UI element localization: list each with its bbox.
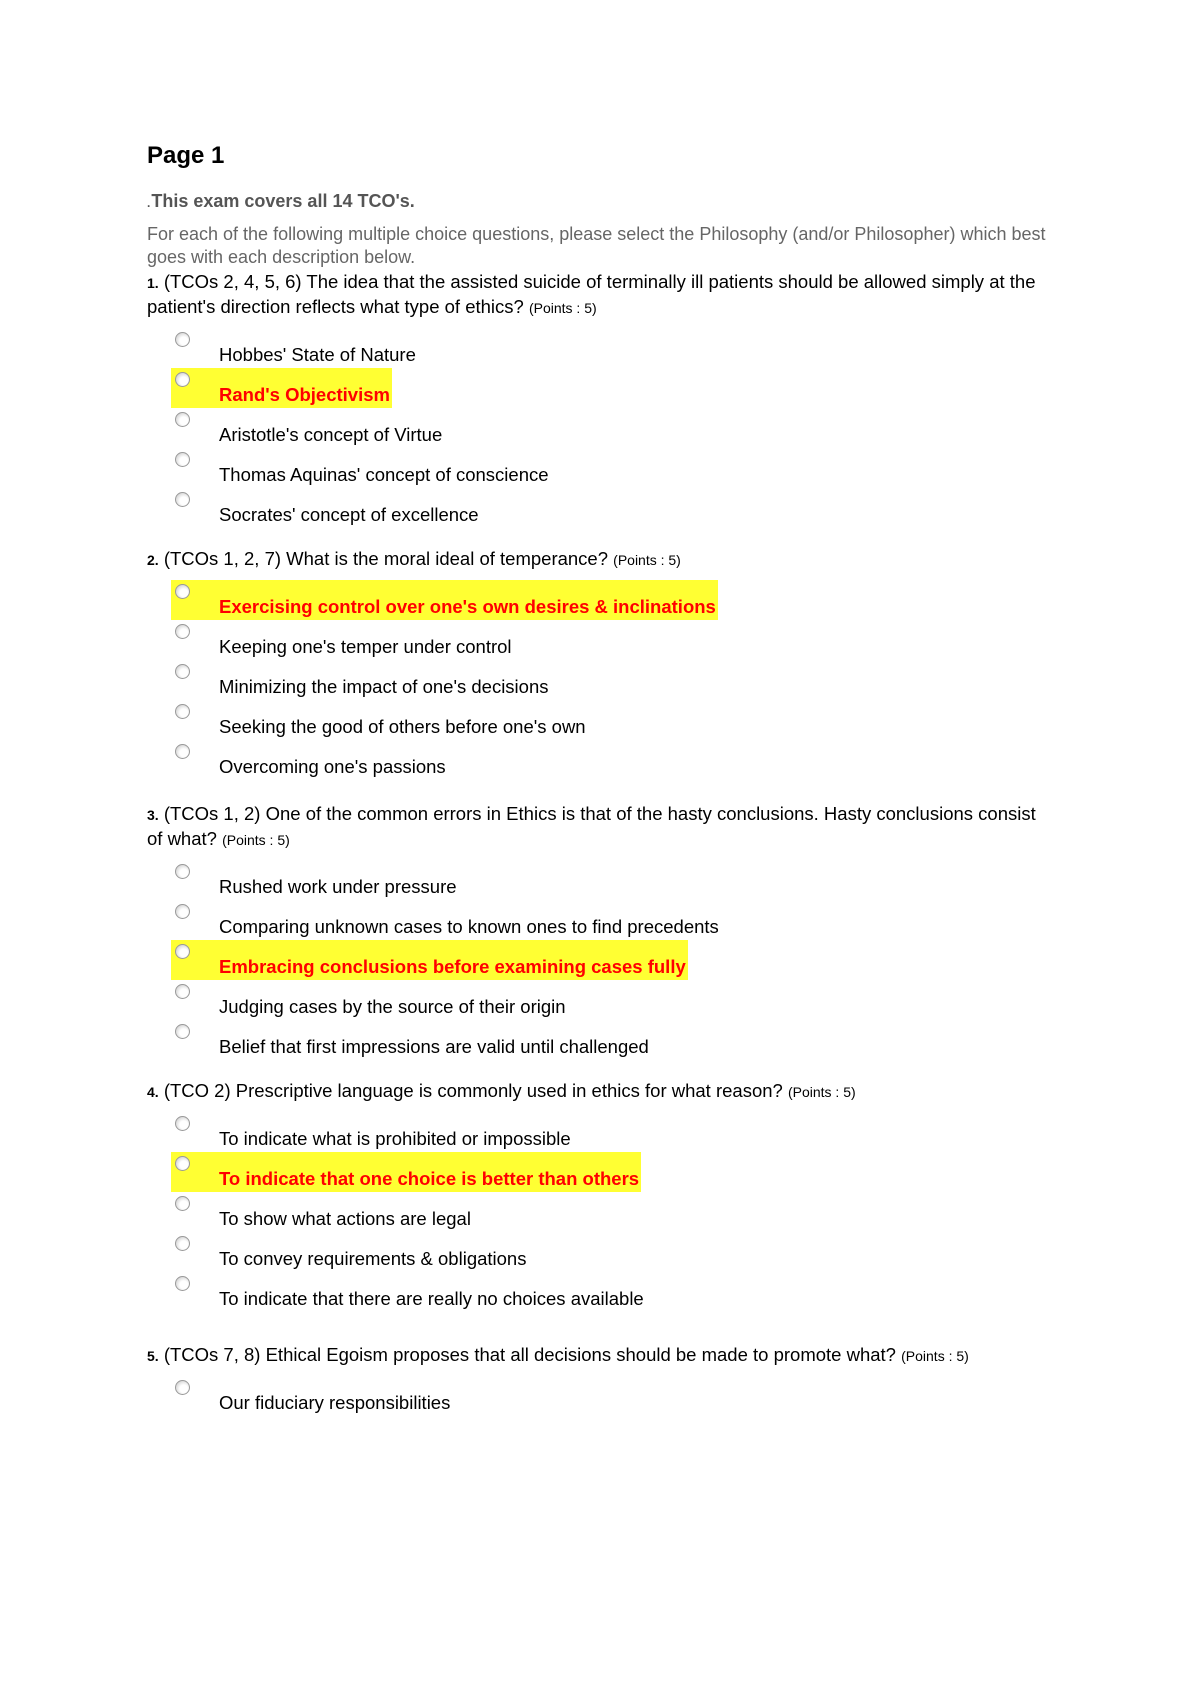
question-stem <box>147 1079 1047 1104</box>
radio-button[interactable] <box>175 492 190 507</box>
question-number: 2. <box>147 552 159 568</box>
answer-option[interactable] <box>147 492 1047 532</box>
radio-button[interactable] <box>175 744 190 759</box>
answer-option-label: To indicate what is prohibited or impossible <box>219 1128 571 1149</box>
answer-options <box>147 584 1047 784</box>
answer-option-label: Rand's Objectivism <box>219 384 390 405</box>
answer-option[interactable] <box>147 372 1047 412</box>
answer-option[interactable] <box>147 864 1047 904</box>
radio-button[interactable] <box>175 704 190 719</box>
answer-option-label: Our fiduciary responsibilities <box>219 1392 451 1413</box>
answer-option-label: Socrates' concept of excellence <box>219 504 479 525</box>
answer-option[interactable] <box>147 624 1047 664</box>
answer-option-label: Belief that first impressions are valid until challenged <box>219 1036 649 1057</box>
answer-option[interactable] <box>147 412 1047 452</box>
radio-button[interactable] <box>175 452 190 467</box>
question-stem <box>147 1343 1047 1368</box>
radio-button[interactable] <box>175 664 190 679</box>
answer-option-label: Seeking the good of others before one's own <box>219 716 586 737</box>
instructions-text: For each of the following multiple choice questions, please select the Philosophy (and/or Philosopher) which best goes with each description below. <box>147 224 1046 267</box>
question-points: (Points : 5) <box>787 1084 856 1100</box>
question-number: 4. <box>147 1084 159 1100</box>
question-text: (TCO 2) Prescriptive language is commonly used in ethics for what reason? <box>163 1080 783 1101</box>
radio-button[interactable] <box>175 1116 190 1131</box>
answer-option[interactable] <box>147 664 1047 704</box>
answer-option-label: To indicate that there are really no choices available <box>219 1288 644 1309</box>
answer-option[interactable] <box>147 452 1047 492</box>
question-number: 1. <box>147 275 159 291</box>
radio-button[interactable] <box>175 904 190 919</box>
answer-option[interactable] <box>147 1276 1047 1316</box>
answer-options <box>147 1116 1047 1316</box>
radio-button[interactable] <box>175 584 190 599</box>
question-1 <box>147 270 1047 532</box>
answer-option-label: Minimizing the impact of one's decisions <box>219 676 549 697</box>
question-3 <box>147 802 1047 1064</box>
exam-coverage-note <box>147 191 415 212</box>
answer-option[interactable] <box>147 1156 1047 1196</box>
question-stem <box>147 802 1047 852</box>
radio-button[interactable] <box>175 624 190 639</box>
radio-button[interactable] <box>175 1236 190 1251</box>
question-text: (TCOs 7, 8) Ethical Egoism proposes that all decisions should be made to promote what? <box>163 1344 896 1365</box>
answer-option[interactable] <box>147 984 1047 1024</box>
answer-option-label: Aristotle's concept of Virtue <box>219 424 443 445</box>
radio-button[interactable] <box>175 1380 190 1395</box>
radio-button[interactable] <box>175 984 190 999</box>
answer-option-label: Rushed work under pressure <box>219 876 457 897</box>
question-points: (Points : 5) <box>613 552 681 568</box>
radio-button[interactable] <box>175 1156 190 1171</box>
answer-option[interactable] <box>147 904 1047 944</box>
answer-option-label: To show what actions are legal <box>219 1208 471 1229</box>
question-text: (TCOs 1, 2) One of the common errors in Ethics is that of the hasty conclusions. Hasty conclusions consist of what? <box>147 803 1036 849</box>
answer-option[interactable] <box>147 584 1047 624</box>
question-5 <box>147 1343 1047 1420</box>
question-4 <box>147 1079 1047 1316</box>
question-2 <box>147 547 1047 784</box>
intro-dot: . <box>147 196 151 210</box>
radio-button[interactable] <box>175 412 190 427</box>
answer-option-label: Thomas Aquinas' concept of conscience <box>219 464 549 485</box>
answer-option[interactable] <box>147 1380 1047 1420</box>
question-text: (TCOs 1, 2, 7) What is the moral ideal of temperance? <box>163 548 609 569</box>
answer-option-label: Comparing unknown cases to known ones to find precedents <box>219 916 719 937</box>
answer-option[interactable] <box>147 944 1047 984</box>
question-number: 5. <box>147 1348 159 1364</box>
answer-option-label: Overcoming one's passions <box>219 756 446 777</box>
radio-button[interactable] <box>175 1276 190 1291</box>
answer-option[interactable] <box>147 1196 1047 1236</box>
exam-coverage-text: This exam covers all 14 TCO's. <box>151 191 415 211</box>
question-stem <box>147 270 1047 320</box>
question-stem <box>147 547 1047 572</box>
answer-option[interactable] <box>147 1024 1047 1064</box>
question-points: (Points : 5) <box>528 300 597 316</box>
radio-button[interactable] <box>175 372 190 387</box>
answer-options <box>147 332 1047 532</box>
answer-option-label: To convey requirements & obligations <box>219 1248 527 1269</box>
radio-button[interactable] <box>175 1196 190 1211</box>
page-title: Page 1 <box>147 142 225 169</box>
answer-option-label: To indicate that one choice is better than others <box>219 1168 640 1189</box>
answer-option-label: Exercising control over one's own desires & inclinations <box>219 596 716 617</box>
answer-option-label: Judging cases by the source of their origin <box>219 996 566 1017</box>
question-points: (Points : 5) <box>222 832 290 848</box>
radio-button[interactable] <box>175 1024 190 1039</box>
radio-button[interactable] <box>175 864 190 879</box>
question-points: (Points : 5) <box>901 1348 969 1364</box>
answer-option[interactable] <box>147 1116 1047 1156</box>
answer-option[interactable] <box>147 744 1047 784</box>
question-text: (TCOs 2, 4, 5, 6) The idea that the assisted suicide of terminally ill patients should be allowed simply at the patient's direction reflects what type of ethics? <box>147 271 1036 317</box>
answer-option-label: Embracing conclusions before examining cases fully <box>219 956 686 977</box>
answer-options <box>147 864 1047 1064</box>
answer-option-label: Keeping one's temper under control <box>219 636 512 657</box>
radio-button[interactable] <box>175 332 190 347</box>
answer-options <box>147 1380 1047 1420</box>
answer-option[interactable] <box>147 332 1047 372</box>
answer-option[interactable] <box>147 704 1047 744</box>
question-number: 3. <box>147 807 159 823</box>
answer-option-label: Hobbes' State of Nature <box>219 344 416 365</box>
answer-option[interactable] <box>147 1236 1047 1276</box>
radio-button[interactable] <box>175 944 190 959</box>
